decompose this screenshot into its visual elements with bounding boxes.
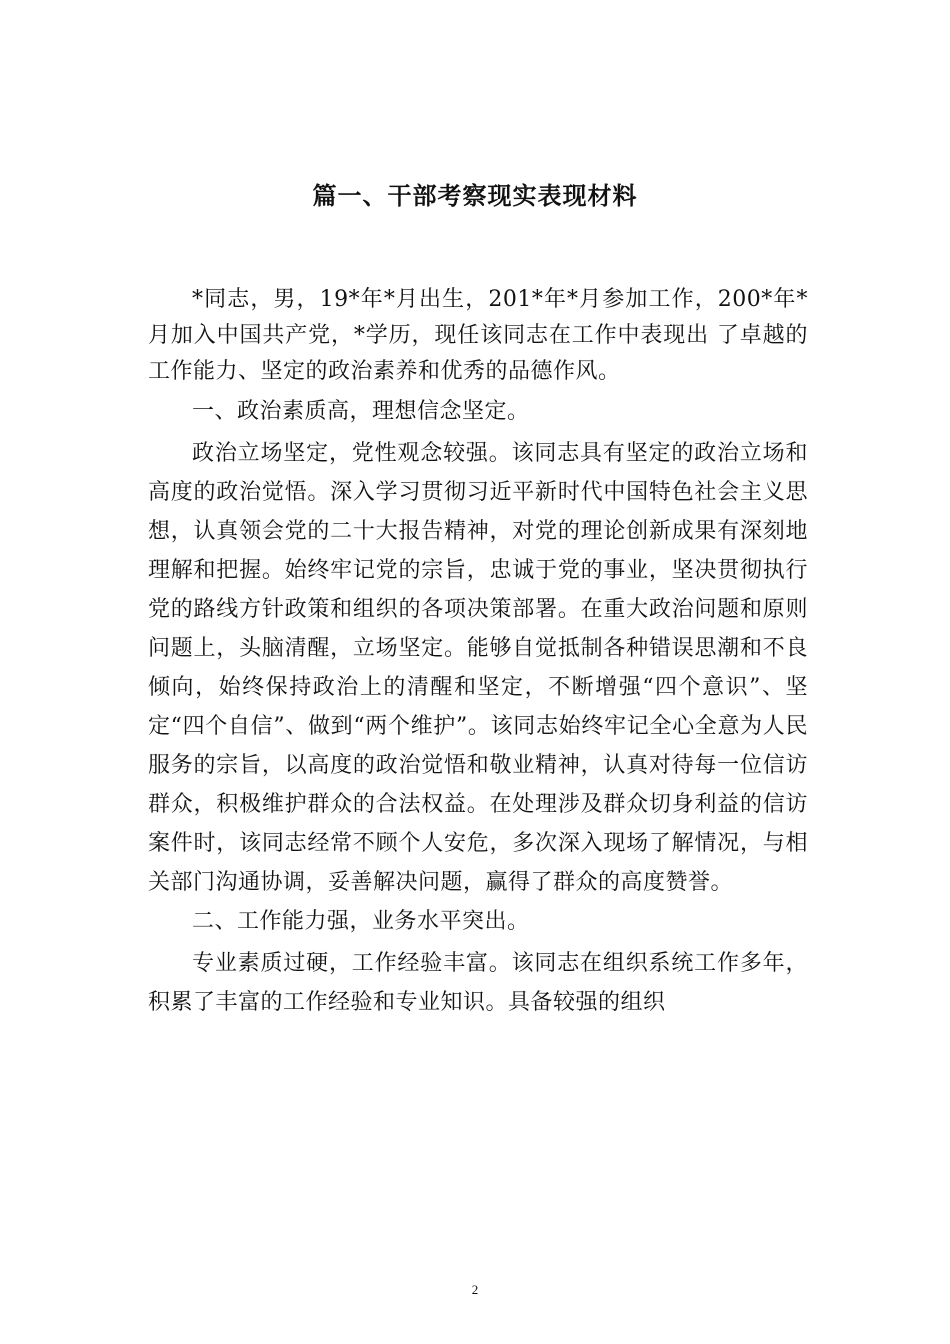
- page-number: 2: [471, 1282, 479, 1297]
- document-body: [148, 282, 808, 1022]
- document-title: 篇一、干部考察现实表现材料: [312, 182, 638, 210]
- section-body-political: 政治立场坚定，党性观念较强。该同志具有坚定的政治立场和高度的政治觉悟。深入学习贯彻习近平新时代中国特色社会主义思想，认真领会党的二十大报告精神，对党的理论创新成果有深刻地理解和把握。始终牢记党的宗旨，忠诚于党的事业，坚决贯彻执行党的路线方针政策和组织的各项决策部署。在重大政治问题和原则问题上，头脑清醒，立场坚定。能够自觉抵制各种错误思潮和不良倾向，始终保持政治上的清醒和坚定，不断增强“四个意识”、坚定“四个自信”、做到“两个维护”。该同志始终牢记全心全意为人民服务的宗旨，以高度的政治觉悟和敬业精神，认真对待每一位信访群众，积极维护群众的合法权益。在处理涉及群众切身利益的信访案件时，该同志经常不顾个人安危，多次深入现场了解情况，与相关部门沟通协调，妥善解决问题，赢得了群众的高度赞誉。: [148, 441, 808, 895]
- section-body-ability: 专业素质过硬，工作经验丰富。该同志在组织系统工作多年，积累了丰富的工作经验和专业知识。具备较强的组织: [148, 951, 808, 1015]
- section-heading-political: 一、政治素质高，理想信念坚定。: [192, 399, 530, 424]
- section-heading-ability: 二、工作能力强，业务水平突出。: [192, 909, 530, 934]
- intro-paragraph: *同志，男，19*年*月出生，201*年*月参加工作，200*年*月加入中国共产党，*学历，现任该同志在工作中表现出 了卓越的工作能力、坚定的政治素养和优秀的品德作风。: [148, 287, 808, 384]
